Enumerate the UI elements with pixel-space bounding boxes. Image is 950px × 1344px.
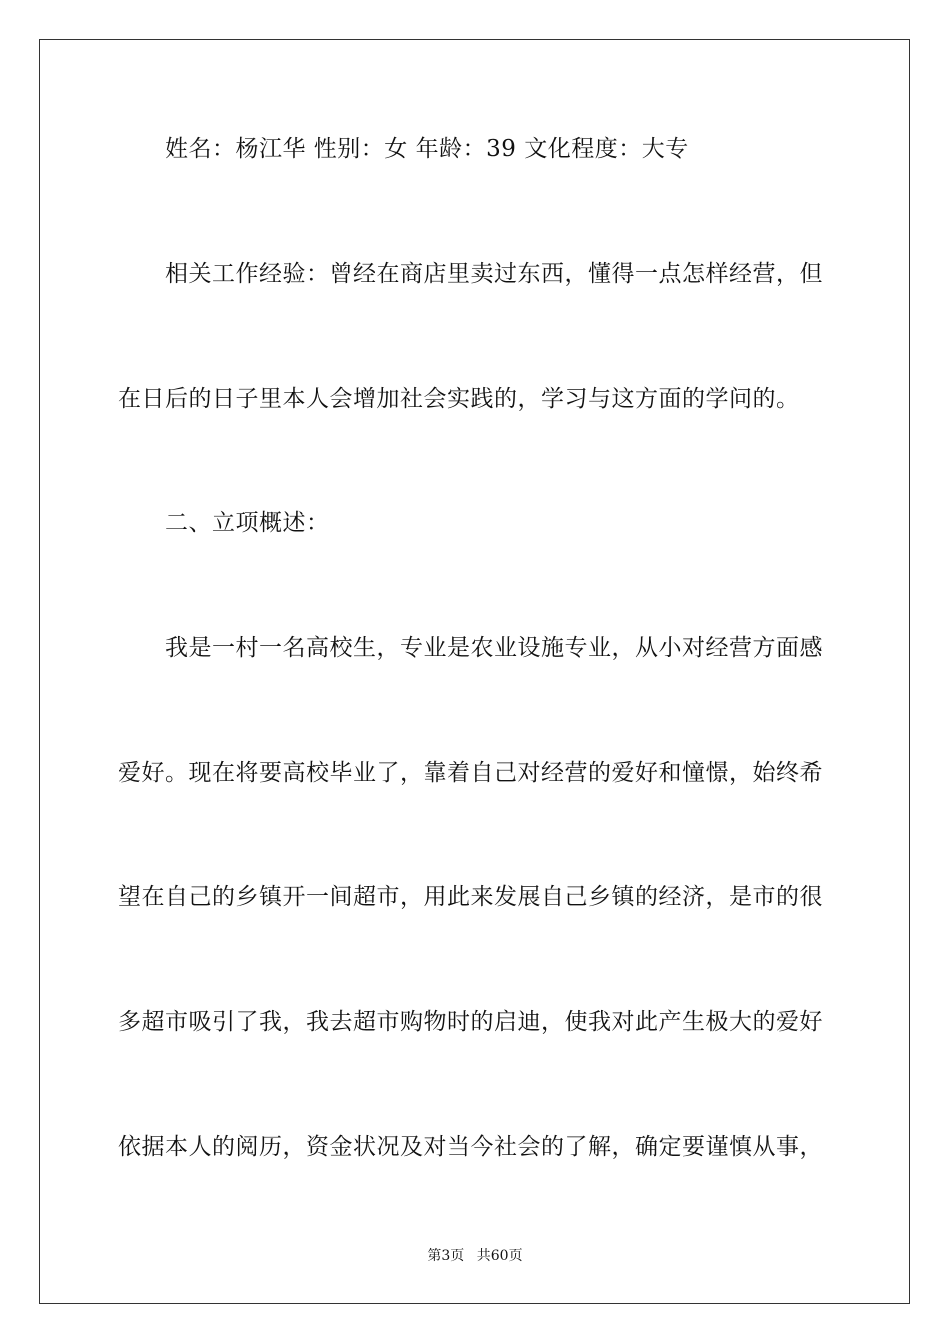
page-frame bbox=[39, 39, 910, 1304]
text-line-paragraph-4: 多超市吸引了我，我去超市购物时的启迪，使我对此产生极大的爱好 bbox=[118, 1009, 823, 1035]
text-line-work-experience: 相关工作经验：曾经在商店里卖过东西，懂得一点怎样经营，但 bbox=[165, 261, 823, 287]
text-line-paragraph-1: 我是一村一名高校生，专业是农业设施专业，从小对经营方面感 bbox=[165, 635, 823, 661]
text-line-work-experience-cont: 在日后的日子里本人会增加社会实践的，学习与这方面的学问的。 bbox=[118, 386, 800, 412]
page-footer bbox=[0, 1247, 950, 1265]
text-line-paragraph-3: 望在自己的乡镇开一间超市，用此来发展自己乡镇的经济，是市的很 bbox=[118, 884, 823, 910]
text-line-basic-info: 姓名：杨江华 性别：女 年龄：39 文化程度：大专 bbox=[165, 136, 689, 162]
text-line-paragraph-2: 爱好。现在将要高校毕业了，靠着自己对经营的爱好和憧憬，始终希 bbox=[118, 760, 823, 786]
page-number: 第3页 bbox=[427, 1248, 465, 1264]
total-pages: 共60页 bbox=[476, 1248, 523, 1264]
section-heading: 二、立项概述： bbox=[165, 510, 330, 536]
text-line-paragraph-5: 依据本人的阅历，资金状况及对当今社会的了解，确定要谨慎从事， bbox=[118, 1134, 823, 1160]
